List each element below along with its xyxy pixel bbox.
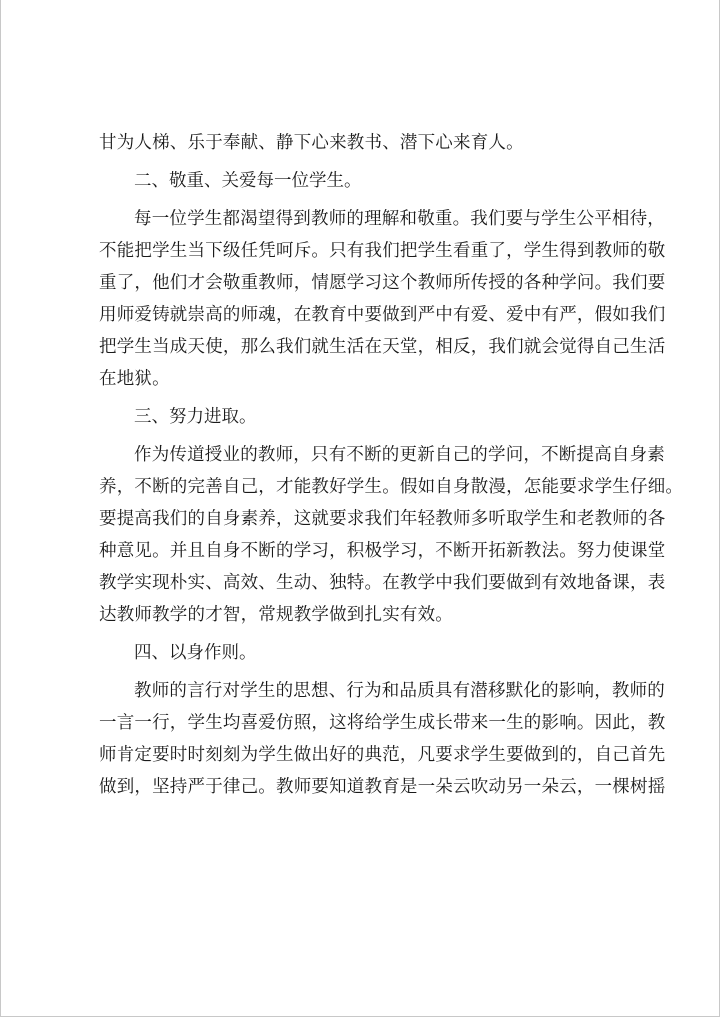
paragraph-respect-students — [99, 203, 666, 395]
document-body — [99, 127, 684, 803]
text-line: 师肯定要时时刻刻为学生做出好的典范，凡要求学生要做到的，自己首先 — [99, 745, 666, 765]
text-line: 甘为人梯、乐于奉献、静下心来教书、潜下心来育人。 — [99, 133, 524, 153]
paragraph-continuation — [99, 127, 631, 159]
text-line: 重了，他们才会敬重教师，情愿学习这个教师所传授的各种学问。我们要 — [99, 273, 666, 293]
text-line: 养，不断的完善自己，才能教好学生。假如自身散漫，怎能要求学生仔细。 — [99, 477, 684, 497]
text-line: 一言一行，学生均喜爱仿照，这将给学生成长带来一生的影响。因此，教 — [99, 713, 666, 733]
text-line: 要提高我们的自身素养，这就要求我们年轻教师多听取学生和老教师的各 — [99, 509, 666, 529]
text-line: 作为传道授业的教师，只有不断的更新自己的学问，不断提高自身素 — [134, 445, 665, 465]
text-line: 不能把学生当下级任凭呵斥。只有我们把学生看重了，学生得到教师的敬 — [99, 241, 666, 261]
paragraph-lead-by-example — [99, 675, 666, 803]
text-line: 教学实现朴实、高效、生动、独特。在教学中我们要做到有效地备课，表 — [99, 573, 666, 593]
text-line: 达教师教学的才智，常规教学做到扎实有效。 — [99, 605, 453, 625]
text-line: 用师爱铸就崇高的师魂，在教育中要做到严中有爱、爱中有严，假如我们 — [99, 305, 666, 325]
text-line: 种意见。并且自身不断的学习，积极学习，不断开拓新教法。努力使课堂 — [99, 541, 666, 561]
text-line: 在地狱。 — [99, 369, 170, 389]
paragraph-strive-forward — [99, 439, 684, 631]
text-line: 每一位学生都渴望得到教师的理解和敬重。我们要与学生公平相待， — [134, 209, 665, 229]
text-line: 教师的言行对学生的思想、行为和品质具有潜移默化的影响，教师的 — [134, 681, 665, 701]
text-line: 把学生当成天使，那么我们就生活在天堂，相反，我们就会觉得自己生活 — [99, 337, 666, 357]
section-heading-respect-students: 二、敬重、关爱每一位学生。 — [134, 171, 362, 191]
text-line: 做到，坚持严于律己。教师要知道教育是一朵云吹动另一朵云，一棵树摇 — [99, 777, 666, 797]
section-heading-lead-by-example: 四、以身作则。 — [134, 643, 257, 663]
section-heading-strive-forward: 三、努力进取。 — [134, 407, 257, 427]
